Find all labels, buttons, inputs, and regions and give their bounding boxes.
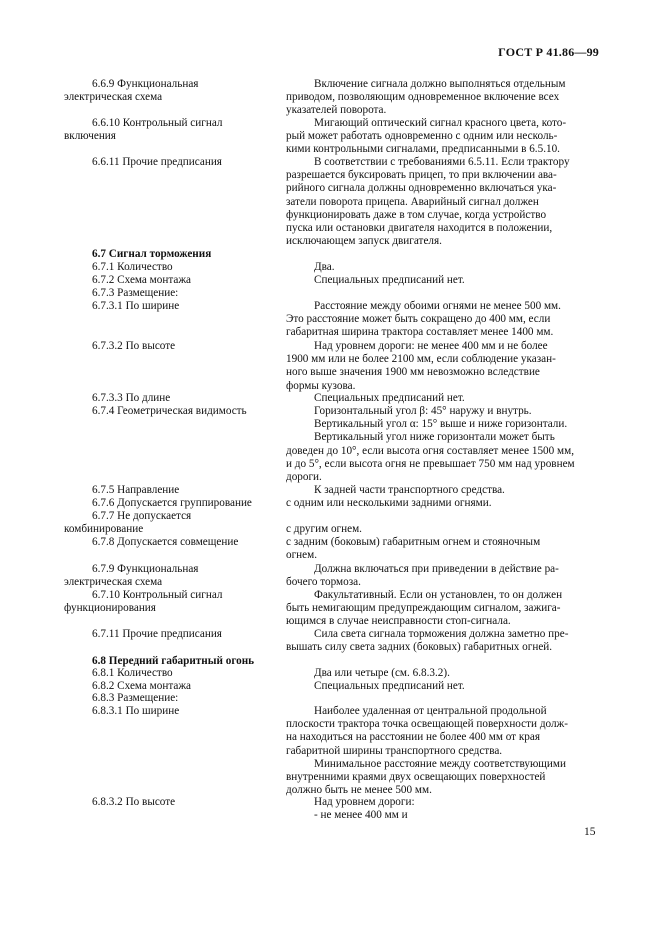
label-line: электрическая схема [64,576,163,589]
label-line: 6.7.1 Количество [92,261,173,273]
label-line: 6.6.11 Прочие предписания [92,156,222,168]
text-line: пуска или остановки двигателя находится в положении, [286,222,553,235]
item-6-7-7-text [286,523,598,536]
text-line: Над уровнем дороги: не менее 400 мм и не более [314,340,548,352]
label-line: 6.7.3 Размещение: [92,287,179,299]
item-6-7-3-3-text [286,392,598,405]
item-6-8-3-1-label [64,705,284,718]
text-line: Включение сигнала должно выполняться отдельным [314,78,566,90]
text-line: с задним (боковым) габаритным огнем и стояночным [286,536,541,548]
text-line: ного выше значения 1900 мм невозможно вследствие [286,366,540,379]
item-6-6-11-text [286,156,598,248]
item-6-7-2-label [64,274,284,287]
label-line: 6.8.3 Размещение: [92,692,179,704]
text-line: Два или четыре (см. 6.8.3.2). [314,667,450,679]
label-line: 6.7.8 Допускается совмещение [92,536,239,548]
text-line: Специальных предписаний нет. [314,274,465,286]
label-line: 6.7.11 Прочие предписания [92,628,222,640]
page-number: 15 [584,826,596,838]
text-line: кими контрольными сигналами, предписанными в 6.5.10. [286,143,560,156]
item-6-7-2-text [286,274,598,287]
item-6-8-3-2-text [286,796,598,822]
label-line: 6.7.10 Контрольный сигнал [92,589,223,601]
text-line: Специальных предписаний нет. [314,392,465,404]
label-line: 6.8.3.2 По высоте [92,796,176,808]
text-line: с одним или несколькими задними огнями. [286,497,492,509]
label-line: 6.7.2 Схема монтажа [92,274,192,286]
text-line: приводом, позволяющим одновременное включение всех [286,91,560,104]
item-6-8-3-label [64,692,284,705]
label-line: 6.7.5 Направление [92,484,180,496]
item-6-7-10-label [64,589,284,615]
text-line: рийного сигнала должны одновременно включаться ука- [286,182,557,195]
item-6-6-9-text [286,78,598,118]
text-line: Минимальное расстояние между соответствующими [314,757,566,770]
label-line: 6.8.3.1 По ширине [92,705,180,717]
document-header: ГОСТ Р 41.86—99 [498,45,599,59]
text-line: указателей поворота. [286,104,387,117]
text-line: на находиться на расстоянии не более 400 мм от края [286,731,540,744]
text-line: - не менее 400 мм и [314,809,408,822]
item-6-7-1-text [286,261,598,274]
text-line: разрешается буксировать прицеп, то при включении ава- [286,169,557,182]
item-6-7-7-label [64,510,284,536]
item-6-7-10-text [286,589,598,629]
text-line: бочего тормоза. [286,576,361,589]
text-line: дороги. [286,471,322,484]
text-line: Горизонтальный угол β: 45° наружу и внутрь. [314,405,532,417]
text-line: должно быть не менее 500 мм. [286,784,432,797]
label-line: 6.7.3.3 По длине [92,392,171,404]
text-line: Наиболее удаленная от центральной продольной [314,705,547,717]
item-6-7-9-label [64,563,284,589]
item-6-6-9-label [64,78,284,104]
label-line: электрическая схема [64,91,163,104]
text-line: Расстояние между обоими огнями не менее 500 мм. [314,300,561,312]
text-line: доведен до 10°, если высота огня составляет менее 1500 мм, [286,444,574,457]
section-title: 6.8 Передний габаритный огонь [92,655,255,667]
text-line: исключающем запуск двигателя. [286,235,442,248]
item-6-8-3-1-text [286,705,598,797]
item-6-7-8-text [286,536,598,562]
item-6-7-4-label [64,405,284,418]
item-6-7-6-label [64,497,284,510]
item-6-7-4-text [286,405,598,484]
item-6-7-3-2-label [64,340,284,353]
item-6-7-3-1-label [64,300,284,313]
label-line: функционирования [64,602,156,615]
item-6-7-3-2-text [286,340,598,393]
item-6-7-1-label [64,261,284,274]
label-line: 6.8.2 Схема монтажа [92,680,192,692]
item-6-8-1-text [286,667,598,680]
item-6-6-10-label [64,117,284,143]
item-6-7-5-label [64,484,284,497]
text-line: ющимся в случае неисправности стоп-сигнала. [286,615,511,628]
section-title: 6.7 Сигнал торможения [92,248,212,260]
item-6-7-5-text [286,484,598,497]
label-line: 6.7.9 Функциональная [92,563,199,575]
text-line: формы кузова. [286,379,356,392]
text-line: функционировать даже в том случае, когда устройство [286,208,547,221]
item-6-6-10-text [286,117,598,157]
label-line: комбинирование [64,523,144,536]
label-line: 6.7.6 Допускается группирование [92,497,252,509]
item-6-8-2-text [286,680,598,693]
text-line: Над уровнем дороги: [314,796,415,808]
text-line: внутренними краями двух освещающих поверхностей [286,771,546,784]
text-line: габаритной ширины транспортного средства. [286,744,503,757]
text-line: затели поворота прицепа. Аварийный сигнал должен [286,195,539,208]
text-line: Специальных предписаний нет. [314,680,465,692]
item-6-7-9-text [286,563,598,589]
label-line: 6.7.3.1 По ширине [92,300,180,312]
text-line: К задней части транспортного средства. [314,484,505,496]
label-line: 6.6.10 Контрольный сигнал [92,117,223,129]
item-6-7-11-text [286,628,598,654]
text-line: Вертикальный угол ниже горизонтали может быть [314,431,555,444]
text-line: Два. [314,261,335,273]
item-6-7-8-label [64,536,284,549]
label-line: 6.8.1 Количество [92,667,173,679]
text-line: габаритная ширина трактора составляет менее 1400 мм. [286,326,554,339]
text-line: и до 5°, если высота огня не превышает 750 мм над уровнем [286,457,575,470]
item-6-8-1-label [64,667,284,680]
text-line: Это расстояние может быть сокращено до 400 мм, если [286,313,551,326]
text-line: огнем. [286,549,318,562]
text-line: рый может работать одновременно с одним или несколь- [286,130,558,143]
text-line: вышать силу света задних (боковых) габаритных огней. [286,641,553,654]
item-6-7-3-1-text [286,300,598,340]
item-6-8-3-2-label [64,796,284,809]
text-line: Должна включаться при приведении в действие ра- [314,563,559,575]
text-line: Мигающий оптический сигнал красного цвета, кото- [314,117,567,129]
section-6-7-heading [64,248,284,261]
text-line: 1900 мм или не более 2100 мм, если соблюдение указан- [286,353,556,366]
item-6-7-11-label [64,628,284,641]
item-6-7-3-label [64,287,284,300]
label-line: 6.6.9 Функциональная [92,78,199,90]
label-line: 6.7.3.2 По высоте [92,340,176,352]
text-line: Факультативный. Если он установлен, то он должен [314,589,563,601]
item-6-7-6-text [286,497,598,510]
label-line: включения [64,130,116,143]
label-line: 6.7.7 Не допускается [92,510,192,522]
label-line: 6.7.4 Геометрическая видимость [92,405,247,417]
item-6-7-3-3-label [64,392,284,405]
text-line: плоскости трактора точка освещающей поверхности долж- [286,718,568,731]
text-line: Сила света сигнала торможения должна заметно пре- [314,628,569,640]
text-line: Вертикальный угол α: 15° выше и ниже горизонтали. [314,418,568,431]
text-line: быть немигающим предупреждающим сигналом, зажига- [286,602,561,615]
text-line: В соответствии с требованиями 6.5.11. Если трактору [314,156,570,168]
item-6-6-11-label [64,156,284,169]
text-line: с другим огнем. [286,523,362,535]
